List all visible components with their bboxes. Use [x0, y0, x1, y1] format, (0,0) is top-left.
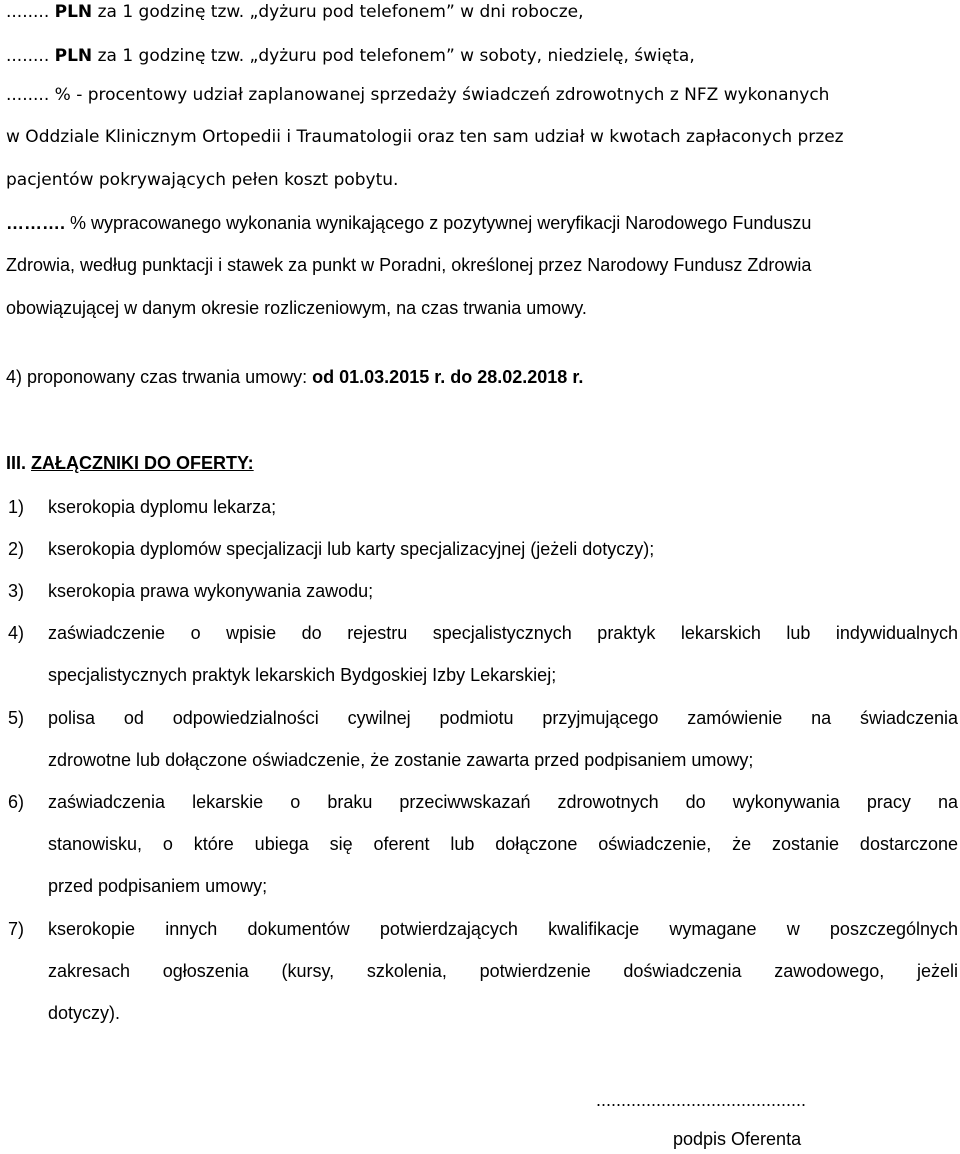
attachment-text: zdrowotne lub dołączone oświadczenie, że zostanie zawarta przed podpisaniem umowy;	[48, 750, 754, 770]
nfz-percent-line-3	[6, 296, 587, 320]
nfz-percent-line-1	[6, 211, 811, 235]
attachment-text: kserokopia dyplomu lekarza;	[48, 497, 277, 517]
percent-share-dots: ........	[6, 85, 50, 105]
attachment-number: 7)	[8, 919, 25, 939]
contract-duration-value: od 01.03.2015 r. do 28.02.2018 r.	[312, 367, 584, 387]
contract-duration-line	[6, 365, 583, 389]
weekend-rate-text: za 1 godzinę tzw. „dyżuru pod telefonem” w soboty, niedzielę, święta,	[92, 46, 695, 66]
percent-share-text-3: pacjentów pokrywających pełen koszt pobytu.	[6, 170, 399, 190]
attachment-text: polisa od odpowiedzialności cywilnej podmiotu przyjmującego zamówienie na świadczenia	[48, 708, 958, 728]
nfz-percent-dots: ……….	[6, 213, 66, 233]
weekend-rate-line	[6, 44, 695, 68]
signature-label: podpis Oferenta	[673, 1129, 802, 1149]
percent-share-text-1: % - procentowy udział zaplanowanej sprzedaży świadczeń zdrowotnych z NFZ wykonanych	[49, 85, 830, 105]
attachments-heading-roman: III.	[6, 453, 32, 473]
nfz-percent-line-2	[6, 253, 811, 277]
weekend-rate-unit: PLN	[54, 46, 93, 66]
nfz-percent-text-1: % wypracowanego wykonania wynikającego z pozytywnej weryfikacji Narodowego Funduszu	[65, 213, 812, 233]
attachment-number: 6)	[8, 792, 25, 812]
attachment-text: przed podpisaniem umowy;	[48, 876, 268, 896]
percent-share-line-1	[6, 83, 829, 107]
attachment-text: kserokopia dyplomów specjalizacji lub karty specjalizacyjnej (jeżeli dotyczy);	[48, 539, 655, 559]
percent-share-line-3	[6, 168, 398, 192]
attachment-number: 1)	[8, 497, 25, 517]
attachment-text: dotyczy).	[48, 1003, 121, 1023]
attachment-number: 5)	[8, 708, 25, 728]
nfz-percent-text-2: Zdrowia, według punktacji i stawek za punkt w Poradni, określonej przez Narodowy Fundusz Zdrowia	[6, 255, 812, 275]
weekday-rate-line	[6, 0, 584, 24]
attachment-text: stanowisku, o które ubiega się oferent lub dołączone oświadczenie, że zostanie dostarczone	[48, 834, 958, 854]
attachments-heading	[6, 451, 254, 475]
attachments-heading-text: ZAŁĄCZNIKI DO OFERTY:	[31, 453, 254, 473]
attachment-text: zaświadczenia lekarskie o braku przeciwwskazań zdrowotnych do wykonywania pracy na	[48, 792, 958, 812]
attachment-text: zaświadczenie o wpisie do rejestru specjalistycznych praktyk lekarskich lub indywidualnych	[48, 623, 958, 643]
percent-share-line-2	[6, 125, 844, 149]
attachment-number: 4)	[8, 623, 25, 643]
signature-dots: ..........................................	[596, 1090, 807, 1110]
weekday-rate-text: za 1 godzinę tzw. „dyżuru pod telefonem” w dni robocze,	[92, 2, 584, 22]
attachment-number: 2)	[8, 539, 25, 559]
attachment-text: zakresach ogłoszenia (kursy, szkolenia, potwierdzenie doświadczenia zawodowego, jeżeli	[48, 961, 958, 981]
weekend-rate-dots: ........	[6, 46, 50, 66]
contract-duration-label: 4) proponowany czas trwania umowy:	[6, 367, 313, 387]
attachment-number: 3)	[8, 581, 25, 601]
percent-share-text-2: w Oddziale Klinicznym Ortopedii i Traumatologii oraz ten sam udział w kwotach zapłaconych przez	[6, 127, 844, 147]
nfz-percent-text-3: obowiązującej w danym okresie rozliczeniowym, na czas trwania umowy.	[6, 298, 587, 318]
weekday-rate-unit: PLN	[54, 2, 93, 22]
attachment-text: kserokopie innych dokumentów potwierdzających kwalifikacje wymagane w poszczególnych	[48, 919, 958, 939]
attachment-text: kserokopia prawa wykonywania zawodu;	[48, 581, 374, 601]
weekday-rate-dots: ........	[6, 2, 50, 22]
attachment-text: specjalistycznych praktyk lekarskich Bydgoskiej Izby Lekarskiej;	[48, 665, 557, 685]
